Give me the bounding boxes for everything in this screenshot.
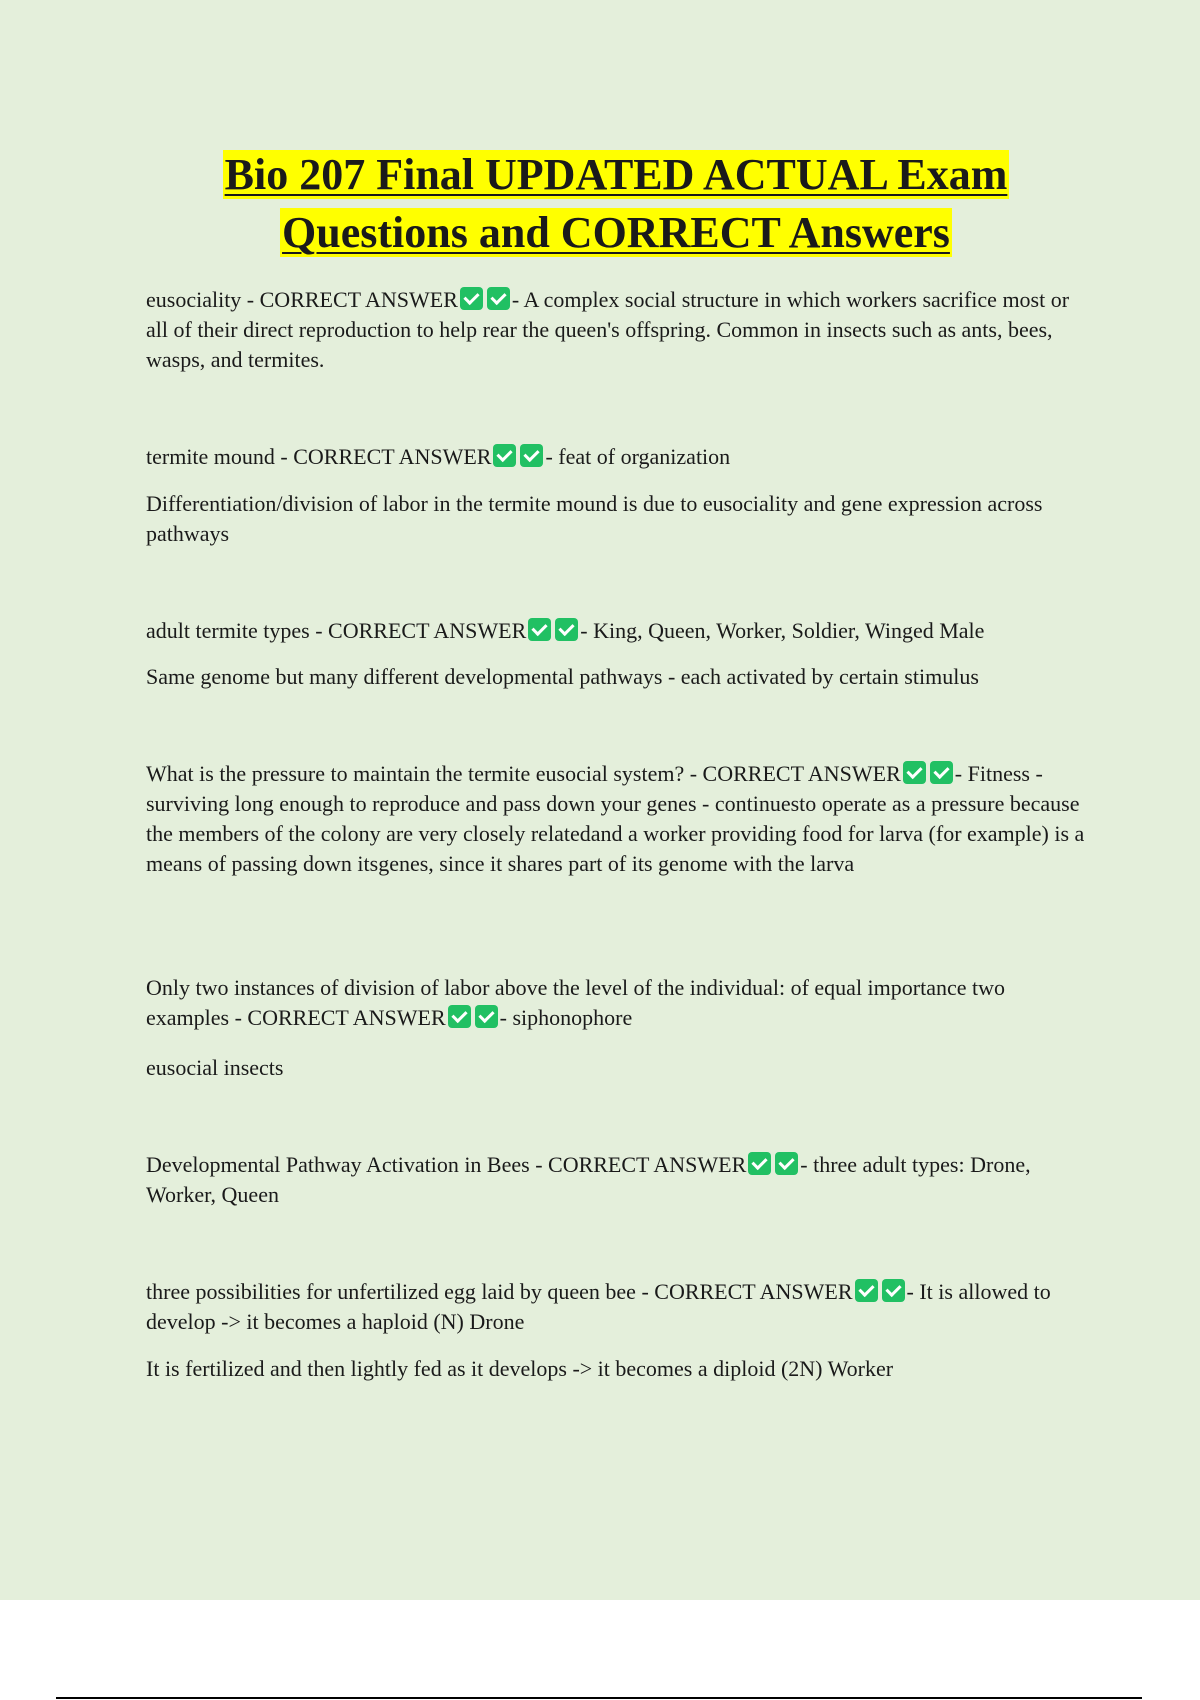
qa-entry [146, 759, 1086, 879]
question-text: termite mound - CORRECT ANSWER [146, 444, 492, 469]
qa-entry [146, 973, 1086, 1033]
answer-continuation: eusocial insects [146, 1055, 284, 1080]
qa-entry [146, 285, 1086, 375]
answer-text: - three adult types: Drone, Worker, Queen [146, 1152, 1031, 1207]
check-box-icon [775, 1152, 798, 1175]
check-box-icon [493, 444, 516, 467]
footer-rule [56, 1697, 1142, 1699]
answer-continuation: Differentiation/division of labor in the termite mound is due to eusociality and gene expression across pathways [146, 491, 1043, 546]
document-title [146, 146, 1086, 262]
check-box-icon [528, 618, 551, 641]
check-box-icon [882, 1279, 905, 1302]
answer-continuation: Same genome but many different developmental pathways - each activated by certain stimulus [146, 664, 979, 689]
title-line-1: Bio 207 Final UPDATED ACTUAL Exam [224, 150, 1008, 199]
answer-text: - A complex social structure in which workers sacrifice most or all of their direct reproduction to help rear the queen's offspring. Common in insects such as ants, bees, wasps, and termites. [146, 287, 1070, 372]
question-text: Developmental Pathway Activation in Bees - CORRECT ANSWER [146, 1152, 747, 1177]
qa-entry [146, 1150, 1086, 1210]
question-text: adult termite types - CORRECT ANSWER [146, 618, 527, 643]
check-box-icon [748, 1152, 771, 1175]
answer-text: - Fitness - surviving long enough to reproduce and pass down your genes - continuesto operate as a pressure because the members of the colony are very closely relatedand a worker providing food for larva (for example) is a means of passing down itsgenes, since it shares part of its genome with the larva [146, 761, 1085, 876]
qa-entry [146, 442, 1086, 472]
check-box-icon [555, 618, 578, 641]
question-text: three possibilities for unfertilized egg laid by queen bee - CORRECT ANSWER [146, 1279, 853, 1304]
answer-text: - siphonophore [499, 1005, 633, 1030]
answer-text: - It is allowed to develop -> it becomes a haploid (N) Drone [146, 1279, 1051, 1334]
check-box-icon [487, 287, 510, 310]
question-text: eusociality - CORRECT ANSWER [146, 287, 458, 312]
answer-text: - King, Queen, Worker, Soldier, Winged Male [580, 618, 985, 643]
answer-text: - feat of organization [545, 444, 731, 469]
check-box-icon [520, 444, 543, 467]
question-text: Only two instances of division of labor above the level of the individual: of equal importance two examples - CORRECT ANSWER [146, 975, 1006, 1030]
check-box-icon [448, 1005, 471, 1028]
qa-entry [146, 1277, 1086, 1337]
qa-entry [146, 616, 1086, 646]
check-box-icon [930, 761, 953, 784]
check-box-icon [855, 1279, 878, 1302]
question-text: What is the pressure to maintain the termite eusocial system? - CORRECT ANSWER [146, 761, 901, 786]
check-box-icon [475, 1005, 498, 1028]
check-box-icon [460, 287, 483, 310]
answer-continuation: It is fertilized and then lightly fed as it develops -> it becomes a diploid (2N) Worker [146, 1356, 894, 1381]
title-line-2: Questions and CORRECT Answers [282, 208, 950, 257]
check-box-icon [903, 761, 926, 784]
